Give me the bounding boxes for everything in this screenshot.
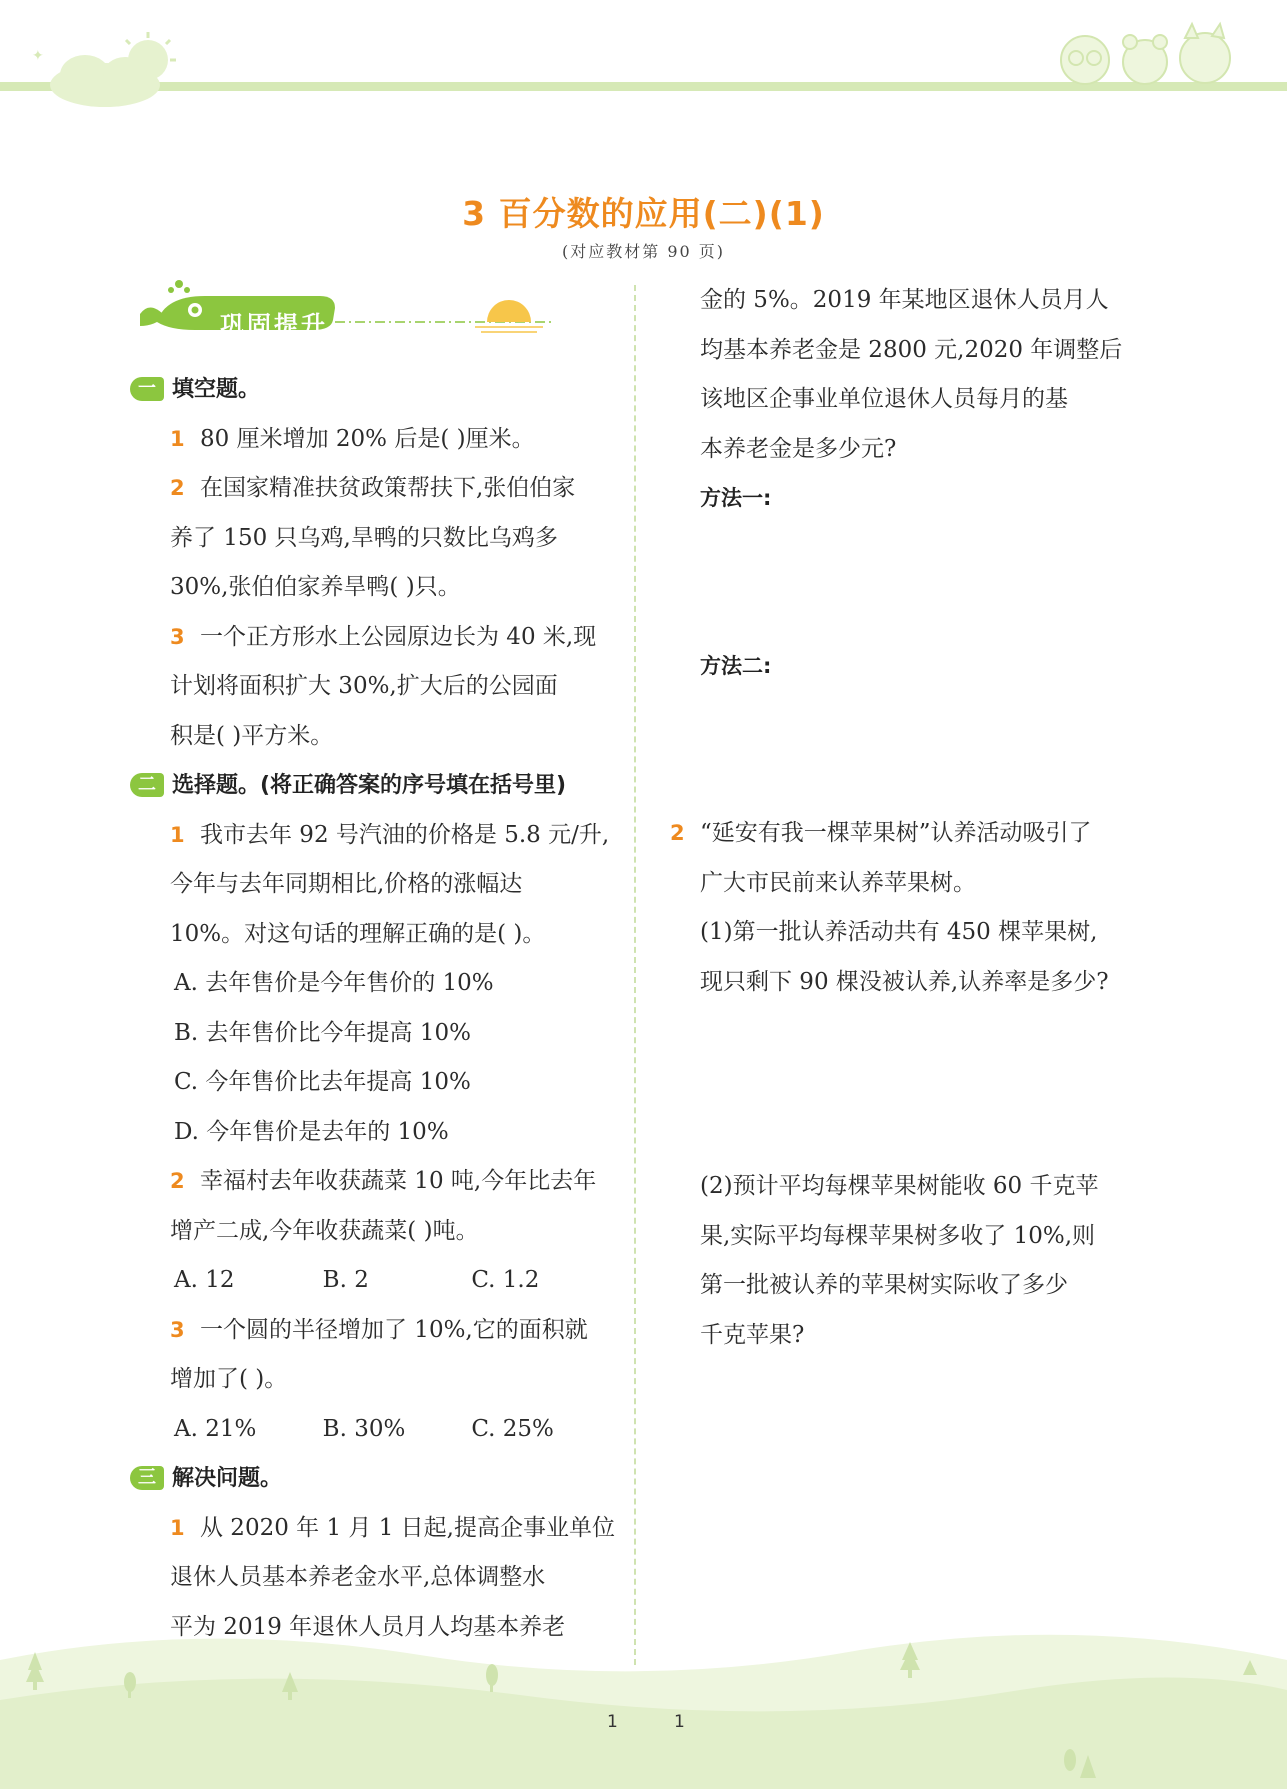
p3-q2-text-1: “延安有我一棵苹果树”认养活动吸引了 xyxy=(700,820,1092,846)
p1-q2-text-3: 30%,张伯伯家养旱鸭( )只。 xyxy=(170,574,461,600)
p3-q2-sub1-2: 现只剩下 90 棵没被认养,认养率是多少? xyxy=(700,968,1109,995)
p1-q3-line1 xyxy=(130,613,620,663)
p3-q2-sub2-1: (2)预计平均每棵苹果树能收 60 千克苹 xyxy=(700,1173,1099,1199)
whale-banner-icon xyxy=(135,278,625,348)
p1-q1-text: 80 厘米增加 20% 后是( )厘米。 xyxy=(200,425,535,452)
p3-q1-cont-4: 本养老金是多少元? xyxy=(700,435,897,462)
part3-badge: 三 xyxy=(130,1466,164,1490)
p3-q1-cont-2: 均基本养老金是 2800 元,2020 年调整后 xyxy=(700,336,1123,363)
p3-q1-text-1: 从 2020 年 1 月 1 日起,提高企事业单位 xyxy=(200,1514,615,1541)
p1-q2-line1 xyxy=(130,464,620,514)
p2-q1-option-c: C. 今年售价比去年提高 10% xyxy=(174,1069,471,1095)
p3-q2-sub1-1: (1)第一批认养活动共有 450 棵苹果树, xyxy=(700,919,1098,945)
p1-q2-text-2: 养了 150 只乌鸡,旱鸭的只数比乌鸡多 xyxy=(170,524,558,551)
answer-space-2[interactable] xyxy=(670,691,1150,809)
p2-q2-option-b: B. 2 xyxy=(322,1267,369,1293)
sun-cloud-icon xyxy=(30,30,180,110)
left-column xyxy=(130,365,620,1652)
p3-q1-text-3: 平为 2019 年退休人员月人均基本养老 xyxy=(170,1613,566,1640)
page-number-left: 1 xyxy=(607,1712,618,1732)
method-one-label: 方法一: xyxy=(700,486,772,510)
column-divider xyxy=(634,285,636,1665)
p3-q2-sub2-4: 千克苹果? xyxy=(700,1321,805,1348)
p3-q1-cont-3: 该地区企事业单位退休人员每月的基 xyxy=(700,386,1068,412)
p2-q3-text-1: 一个圆的半径增加了 10%,它的面积就 xyxy=(200,1316,588,1343)
p2-q3-options xyxy=(130,1405,620,1455)
p2-q2-line1 xyxy=(130,1157,620,1207)
p1-q2-num: 2 xyxy=(170,476,185,500)
p3-q2-text-2: 广大市民前来认养苹果树。 xyxy=(700,869,976,896)
animal-faces-icon xyxy=(1050,20,1250,90)
p2-q3-option-c: C. 25% xyxy=(471,1415,554,1442)
p2-q1-line1 xyxy=(130,811,620,861)
right-column xyxy=(670,276,1150,1360)
p1-q1-num: 1 xyxy=(170,426,185,451)
p3-q2-line1 xyxy=(670,809,1150,859)
p1-q3-text-2: 计划将面积扩大 30%,扩大后的公园面 xyxy=(170,673,558,699)
title-block xyxy=(0,188,1287,262)
p3-q2-sub2-2: 果,实际平均每棵苹果树多收了 10%,则 xyxy=(700,1222,1096,1249)
p3-q1-line1 xyxy=(130,1504,620,1554)
footer-hills xyxy=(0,1620,1287,1789)
part2-badge: 二 xyxy=(130,773,164,797)
part2-header xyxy=(130,761,620,811)
page-number-right: 1 xyxy=(674,1712,685,1732)
answer-space-3[interactable] xyxy=(670,1007,1150,1162)
section-banner xyxy=(135,278,625,348)
p2-q1-num: 1 xyxy=(170,822,185,847)
section-title: 巩固提升 xyxy=(220,311,328,339)
p1-q2-text-1: 在国家精准扶贫政策帮扶下,张伯伯家 xyxy=(200,475,576,501)
method-two-label: 方法二: xyxy=(700,653,772,678)
p2-q3-num: 3 xyxy=(170,1317,185,1342)
p2-q1-option-a: A. 去年售价是今年售价的 10% xyxy=(174,970,494,996)
part1-header xyxy=(130,365,620,415)
p2-q1-option-b: B. 去年售价比今年提高 10% xyxy=(174,1019,471,1046)
part3-header xyxy=(130,1454,620,1504)
part3-title: 解决问题。 xyxy=(172,1466,283,1491)
p2-q1-text-3: 10%。对这句话的理解正确的是( )。 xyxy=(170,920,546,947)
p2-q3-option-b: B. 30% xyxy=(322,1415,406,1442)
p2-q1-text-1: 我市去年 92 号汽油的价格是 5.8 元/升, xyxy=(200,821,610,848)
p2-q2-option-a: A. 12 xyxy=(174,1267,235,1293)
page-title: 3 百分数的应用(二)(1) xyxy=(462,194,825,233)
p3-q2-num: 2 xyxy=(670,821,685,845)
p2-q3-line1 xyxy=(130,1306,620,1356)
p2-q3-text-2: 增加了( )。 xyxy=(170,1366,288,1392)
answer-space-1[interactable] xyxy=(670,524,1150,642)
p3-q2-sub2-3: 第一批被认养的苹果树实际收了多少 xyxy=(700,1272,1068,1298)
p2-q2-num: 2 xyxy=(170,1169,185,1193)
p2-q3-option-a: A. 21% xyxy=(174,1415,257,1442)
p2-q2-text-1: 幸福村去年收获蔬菜 10 吨,今年比去年 xyxy=(200,1168,597,1194)
p2-q2-option-c: C. 1.2 xyxy=(471,1267,540,1293)
part1-badge: 一 xyxy=(130,377,164,401)
p2-q2-options xyxy=(130,1256,620,1306)
p1-q3-text-1: 一个正方形水上公园原边长为 40 米,现 xyxy=(200,623,597,650)
p1-q3-num: 3 xyxy=(170,624,185,649)
p1-q3-text-3: 积是( )平方米。 xyxy=(170,722,334,749)
p2-q1-option-d: D. 今年售价是去年的 10% xyxy=(174,1118,449,1145)
p3-q1-cont-1: 金的 5%。2019 年某地区退休人员月人 xyxy=(700,287,1109,313)
p1-q1 xyxy=(130,415,620,465)
p2-q1-text-2: 今年与去年同期相比,价格的涨幅达 xyxy=(170,871,523,897)
part2-title: 选择题。(将正确答案的序号填在括号里) xyxy=(172,773,567,798)
svg-text:✦: ✦ xyxy=(32,48,44,64)
part1-title: 填空题。 xyxy=(172,377,261,402)
p3-q1-num: 1 xyxy=(170,1515,185,1540)
p3-q1-text-2: 退休人员基本养老金水平,总体调整水 xyxy=(170,1564,546,1590)
p2-q2-text-2: 增产二成,今年收获蔬菜( )吨。 xyxy=(170,1217,479,1244)
page-subtitle: (对应教材第 90 页) xyxy=(561,242,726,261)
